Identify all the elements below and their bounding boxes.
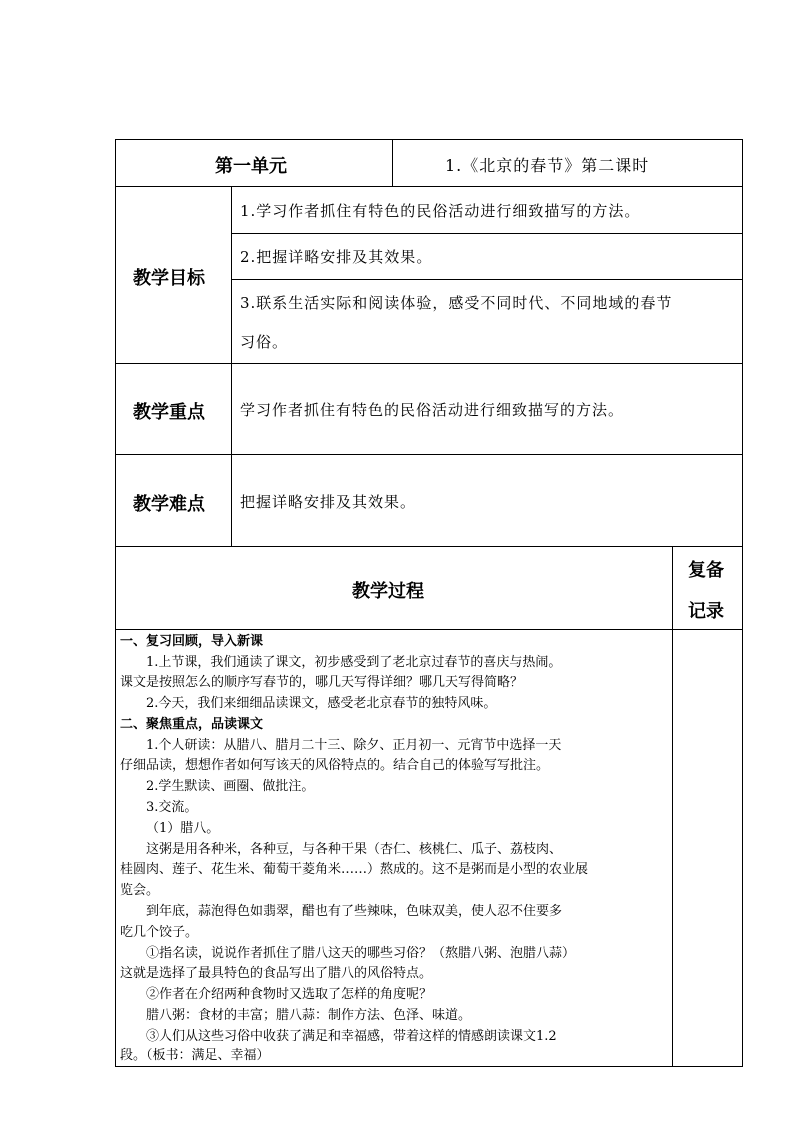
table-border-right <box>742 139 743 1067</box>
unit-title: 第一单元 <box>215 156 287 177</box>
notes-label: 复备 <box>688 560 724 581</box>
row-divider <box>231 233 743 234</box>
row-divider <box>231 279 743 280</box>
process-line: 仔细品读，想想作者如何写该天的风俗特点的。结合自己的体验写写批注。 <box>120 758 550 773</box>
objectives-label: 教学目标 <box>133 268 205 289</box>
process-line: 3.交流。 <box>146 800 198 815</box>
difficulty-text: 把握详略安排及其效果。 <box>240 493 417 511</box>
process-line: （1）腊八。 <box>146 821 220 836</box>
process-line: ②作者在介绍两种食物时又选取了怎样的角度呢？ <box>146 987 433 1002</box>
process-line: 2.今天，我们来细细品读课文，感受老北京春节的独特风味。 <box>146 696 497 711</box>
objective-item: 2.把握详略安排及其效果。 <box>240 248 433 266</box>
process-body <box>120 632 670 1062</box>
objective-item: 1.学习作者抓住有特色的民俗活动进行细致描写的方法。 <box>240 202 641 220</box>
table-border-top <box>115 139 743 140</box>
process-line: ③人们从这些习俗中收获了满足和幸福感，带着这样的情感朗读课文1.2 <box>146 1029 557 1044</box>
objective-item: 习俗。 <box>240 333 289 351</box>
process-line: 这粥是用各种米，各种豆，与各种干果（杏仁、核桃仁、瓜子、荔枝肉、 <box>146 842 563 857</box>
process-line: ①指名读，说说作者抓住了腊八这天的哪些习俗？（熬腊八粥、泡腊八蒜） <box>146 946 576 961</box>
key-point-text: 学习作者抓住有特色的民俗活动进行细致描写的方法。 <box>240 401 625 419</box>
key-point-label: 教学重点 <box>133 402 205 423</box>
process-line: 1.个人研读：从腊八、腊月二十三、除夕、正月初一、元宵节中选择一天 <box>146 738 562 753</box>
table-border-left <box>115 139 116 1067</box>
process-line: 腊八粥：食材的丰富；腊八蒜：制作方法、色泽、味道。 <box>146 1008 472 1023</box>
process-line: 1.上节课，我们通读了课文，初步感受到了老北京过春节的喜庆与热闹。 <box>146 655 562 670</box>
notes-label: 记录 <box>688 601 724 622</box>
row-divider <box>115 454 743 455</box>
process-line: 到年底，蒜泡得色如翡翠，醋也有了些辣味，色味双美，使人忍不住要多 <box>146 904 563 919</box>
col-divider <box>231 186 232 546</box>
row-divider <box>115 546 743 547</box>
col-divider <box>392 139 393 186</box>
difficulty-label: 教学难点 <box>133 494 205 515</box>
process-line: 桂圆肉、莲子、花生米、葡萄干菱角米……）熬成的。这不是粥而是小型的农业展 <box>120 862 589 877</box>
process-line: 段。（板书：满足、幸福） <box>120 1048 270 1063</box>
section-heading: 二、聚焦重点，品读课文 <box>120 717 264 732</box>
row-divider <box>115 629 743 630</box>
row-divider <box>115 363 743 364</box>
process-line: 2.学生默读、画圈、做批注。 <box>146 779 315 794</box>
process-line: 这就是选择了最具特色的食品写出了腊八的风俗特点。 <box>120 966 433 981</box>
process-label: 教学过程 <box>352 581 424 602</box>
process-line: 览会。 <box>120 883 160 898</box>
process-line: 课文是按照怎么的顺序写春节的，哪几天写得详细？哪几天写得简略？ <box>120 675 524 690</box>
row-divider <box>115 186 743 187</box>
col-divider <box>672 546 673 1066</box>
lesson-title: 1.《北京的春节》第二课时 <box>445 156 650 175</box>
objective-item: 3.联系生活实际和阅读体验，感受不同时代、不同地域的春节 <box>240 294 673 312</box>
process-line: 吃几个饺子。 <box>120 925 199 940</box>
section-heading: 一、复习回顾，导入新课 <box>120 634 264 649</box>
